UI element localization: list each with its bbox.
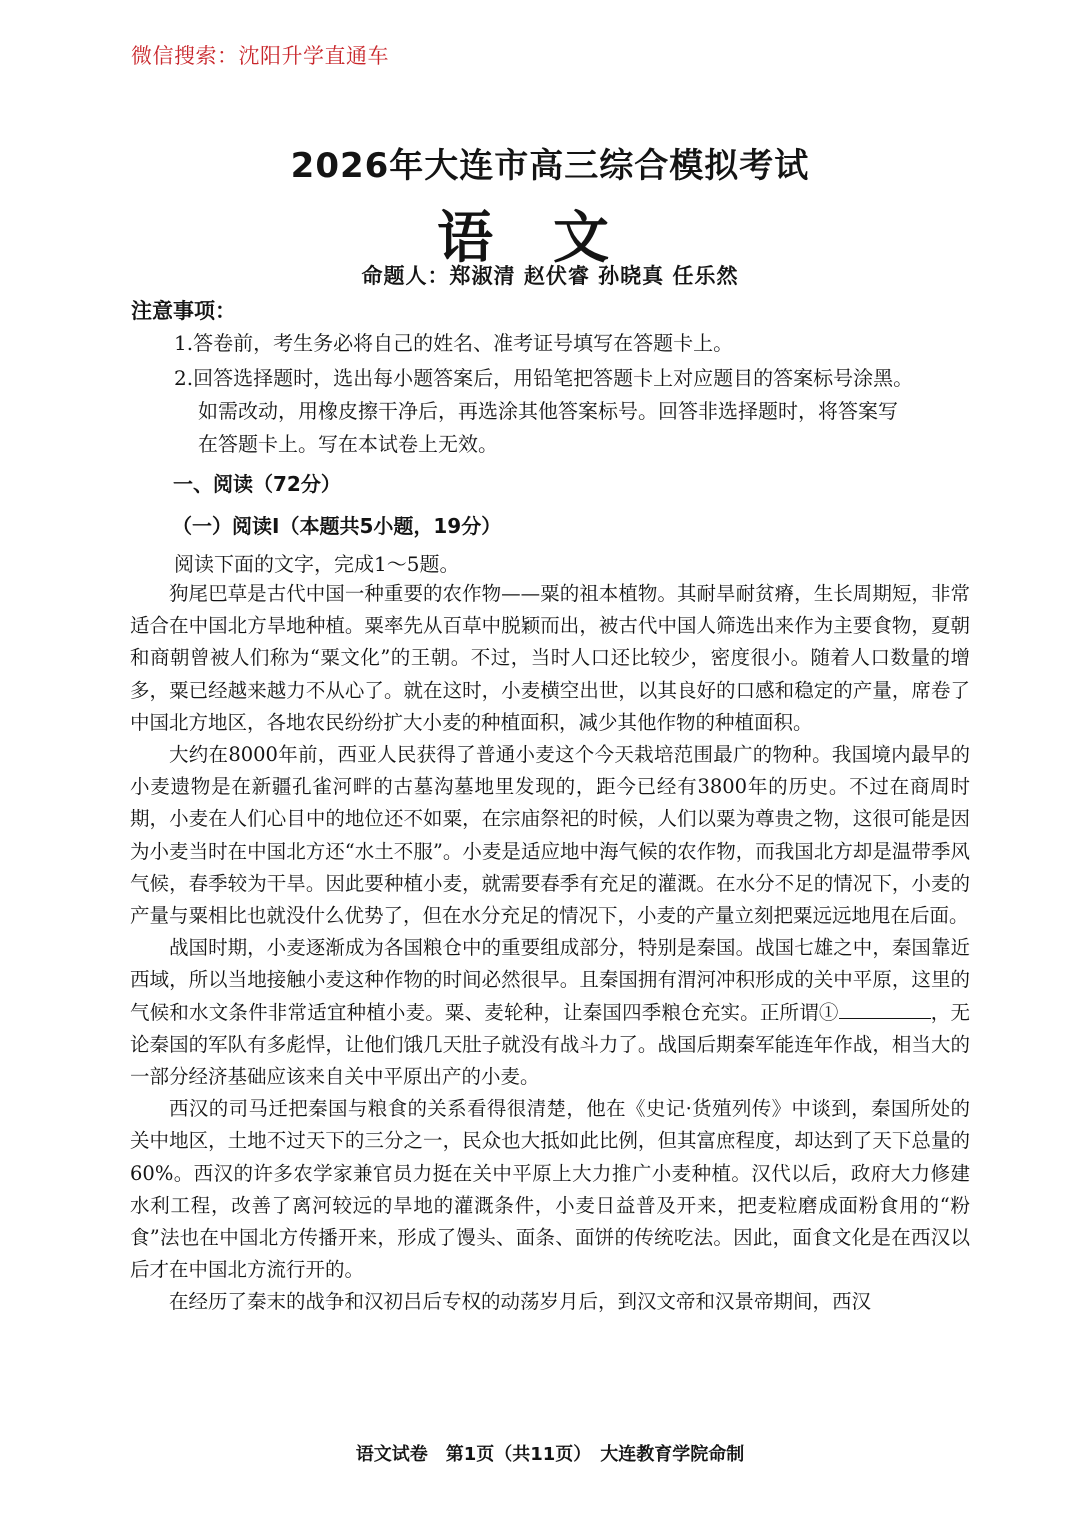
subject-title: 语文 <box>437 206 669 271</box>
notice-title: 注意事项： <box>131 299 236 323</box>
passage-paragraph-3-part-2: ，无论秦国的军队有多彪悍，让他们饿几天肚子就没有战斗力了。战国后期秦军能连年作战，相当大的一部分经济基础应该来自关中平原出产的小麦。 <box>130 1000 970 1089</box>
passage-paragraph-5: 在经历了秦末的战争和汉初吕后专权的动荡岁月后，到汉文帝和汉景帝期间，西汉 <box>169 1290 872 1314</box>
passage-paragraph-3-part-1: 战国时期，小麦逐渐成为各国粮仓中的重要组成部分，特别是秦国。战国七雄之中，秦国靠近西域，所以当地接触小麦这种作物的时间必然很早。且秦国拥有渭河冲积形成的关中平原，这里的气候和水文条件非常适宜种植小麦。粟、麦轮种，让秦国四季粮仓充实。正所谓① <box>130 936 970 1024</box>
section-heading: 一、阅读（72分） <box>173 472 341 496</box>
subsection-heading: （一）阅读Ⅰ（本题共5小题，19分） <box>172 514 502 538</box>
notice-item-2: 2.回答选择题时，选出每小题答案后，用铅笔把答题卡上对应题目的答案标号涂黑。 <box>174 366 914 390</box>
passage-paragraph-4: 西汉的司马迁把秦国与粮食的关系看得很清楚，他在《史记·货殖列传》中谈到，秦国所处的关中地区，土地不过天下的三分之一，民众也大抵如此比例，但其富庶程度，却达到了天下总量的60%。西汉的许多农学家兼官员力挺在关中平原上大力推广小麦种植。汉代以后，政府大力修建水利工程，改善了离河较远的旱地的灌溉条件，小麦日益普及开来，把麦粒磨成面粉食用的“粉食”法也在中国北方传播开来，形成了馒头、面条、面饼的传统吃法。因此，面食文化是在西汉以后才在中国北方流行开的。 <box>130 1097 970 1282</box>
passage-paragraph-2: 大约在8000年前，西亚人民获得了普通小麦这个今天栽培范围最广的物种。我国境内最早的小麦遗物是在新疆孔雀河畔的古墓沟墓地里发现的，距今已经有3800年的历史。不过在商周时期，小麦在人们心目中的地位还不如粟，在宗庙祭祀的时候，人们以粟为尊贵之物，这很可能是因为小麦当时在中国北方还“水土不服”。小麦是适应地中海气候的农作物，而我国北方却是温带季风气候，春季较为干旱。因此要种植小麦，就需要春季有充足的灌溉。在水分不足的情况下，小麦的产量与粟相比也就没什么优势了，但在水分充足的情况下，小麦的产量立刻把粟远远地甩在后面。 <box>130 743 970 928</box>
authors-line: 命题人：郑淑清 赵伏睿 孙晓真 任乐然 <box>361 263 739 288</box>
passage-paragraph-1: 狗尾巴草是古代中国一种重要的农作物——粟的祖本植物。其耐旱耐贫瘠，生长周期短，非常适合在中国北方旱地种植。粟率先从百草中脱颖而出，被古代中国人筛选出来作为主要食物，夏朝和商朝曾被人们称为“粟文化”的王朝。不过，当时人口还比较少，密度很小。随着人口数量的增多，粟已经越来越力不从心了。就在这时，小麦横空出世，以其良好的口感和稳定的产量，席卷了中国北方地区，各地农民纷纷扩大小麦的种植面积，减少其他作物的种植面积。 <box>130 582 970 734</box>
watermark-text: 微信搜索：沈阳升学直通车 <box>131 44 389 68</box>
notice-item-2-cont: 如需改动，用橡皮擦干净后，再选涂其他答案标号。回答非选择题时，将答案写 <box>198 399 898 423</box>
reading-instruction: 阅读下面的文字，完成1～5题。 <box>174 552 460 576</box>
answer-blank-1 <box>839 998 931 1019</box>
passage-paragraph-3 <box>130 932 970 1093</box>
notice-item-1: 1.答卷前，考生务必将自己的姓名、准考证号填写在答题卡上。 <box>174 331 734 355</box>
notice-item-2-cont: 在答题卡上。写在本试卷上无效。 <box>198 432 498 456</box>
exam-title: 2026年大连市高三综合模拟考试 <box>290 146 810 186</box>
reading-passage <box>130 578 970 1319</box>
page-footer: 语文试卷 第1页（共11页） 大连教育学院命制 <box>355 1444 745 1465</box>
notice-list <box>174 327 974 461</box>
